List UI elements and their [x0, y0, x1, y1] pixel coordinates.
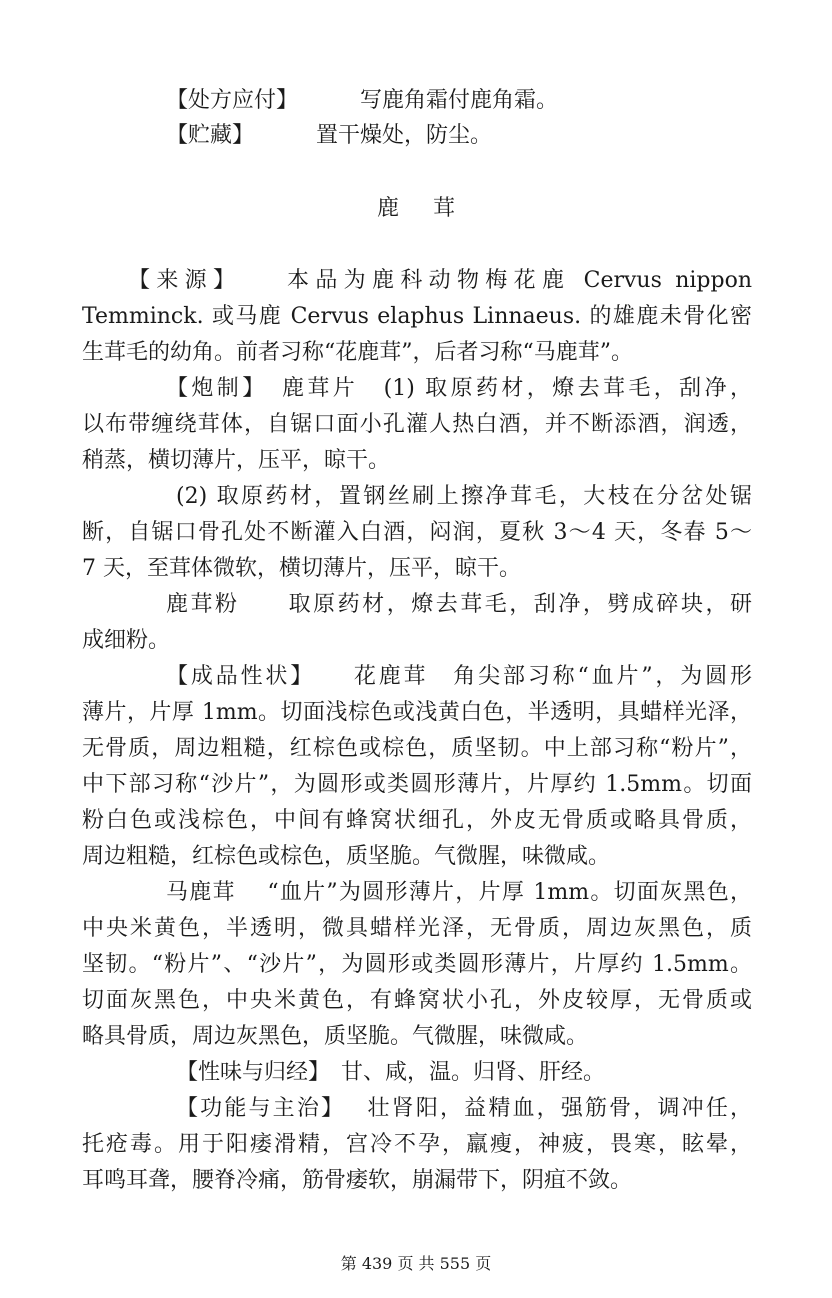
title-char-2: 茸 [433, 196, 456, 221]
section-label: 【贮藏】 [166, 123, 255, 148]
storage-line-prescription [166, 86, 832, 116]
text-line-17: 周边粗糙，红棕色或棕色，质坚脆。气微腥，味微咸。 [82, 844, 611, 869]
text-line-22: 略具骨质，周边灰黑色，质坚脆。气微腥，味微咸。 [82, 1024, 589, 1049]
text-line-25: 托疮毒。用于阳痿滑精，宫冷不孕，羸瘦，神疲，畏寒，眩晕， [82, 1132, 752, 1157]
section-text: 写鹿角霜付鹿角霜。 [360, 88, 559, 113]
text-line-23: 【性味与归经】 甘、咸，温。归肾、肝经。 [176, 1060, 606, 1085]
text-line-11: 成细粉。 [82, 628, 171, 653]
text-line-26: 耳鸣耳聋，腰脊冷痛，筋骨痿软，崩漏带下，阴疽不敛。 [82, 1168, 633, 1193]
text-line-20: 坚韧。“粉片”、“沙片”，为圆形或类圆形薄片，片厚约 1.5mm。 [82, 952, 752, 977]
text-line-15: 中下部习称“沙片”，为圆形或类圆形薄片，片厚约 1.5mm。切面 [82, 772, 752, 797]
section-text: 置干燥处，防尘。 [316, 123, 493, 148]
storage-line-storage [166, 121, 832, 151]
text-line-3: 生茸毛的幼角。前者习称“花鹿茸”，后者习称“马鹿茸”。 [82, 340, 633, 365]
text-line-24: 【功能与主治】 壮肾阳，益精血，强筋骨，调冲任， [176, 1096, 752, 1121]
text-line-9: 7 天，至茸体微软，横切薄片，压平，晾干。 [82, 556, 521, 581]
section-title [0, 194, 832, 224]
text-line-6: 稍蒸，横切薄片，压平，晾干。 [82, 448, 391, 473]
section-label: 【处方应付】 [166, 88, 299, 113]
text-line-5: 以布带缠绕茸体，自锯口面小孔灌人热白酒，并不断添酒，润透， [82, 412, 752, 437]
text-line-13: 薄片，片厚 1mm。切面浅棕色或浅黄白色，半透明，具蜡样光泽， [82, 700, 752, 725]
title-char-1: 鹿 [376, 196, 399, 221]
text-line-2: Temminck. 或马鹿 Cervus elaphus Linnaeus. 的雄鹿未骨化密 [82, 304, 752, 329]
text-line-18: 马鹿茸 “血片”为圆形薄片，片厚 1mm。切面灰黑色， [166, 880, 752, 905]
text-line-19: 中央米黄色，半透明，微具蜡样光泽，无骨质，周边灰黑色，质 [82, 916, 752, 941]
text-line-16: 粉白色或浅棕色，中间有蜂窝状细孔，外皮无骨质或略具骨质， [82, 808, 752, 833]
text-line-7: (2) 取原药材，置钢丝刷上擦净茸毛，大枝在分岔处锯 [176, 484, 752, 509]
text-line-14: 无骨质，周边粗糙，红棕色或棕色，质坚韧。中上部习称“粉片”， [82, 736, 752, 761]
text-line-21: 切面灰黑色，中央米黄色，有蜂窝状小孔，外皮较厚，无骨质或 [82, 988, 752, 1013]
text-line-4: 【炮制】 鹿茸片 (1) 取原药材，燎去茸毛，刮净， [166, 376, 752, 401]
text-line-1: 【来源】 本品为鹿科动物梅花鹿 Cervus nippon [128, 268, 752, 293]
text-line-8: 断，自锯口骨孔处不断灌入白酒，闷润，夏秋 3～4 天，冬春 5～ [82, 520, 752, 545]
text-line-10: 鹿茸粉 取原药材，燎去茸毛，刮净，劈成碎块，研 [166, 592, 752, 617]
text-line-12: 【成品性状】 花鹿茸 角尖部习称“血片”，为圆形 [166, 664, 752, 689]
page-footer: 第 439 页 共 555 页 [340, 1254, 492, 1273]
